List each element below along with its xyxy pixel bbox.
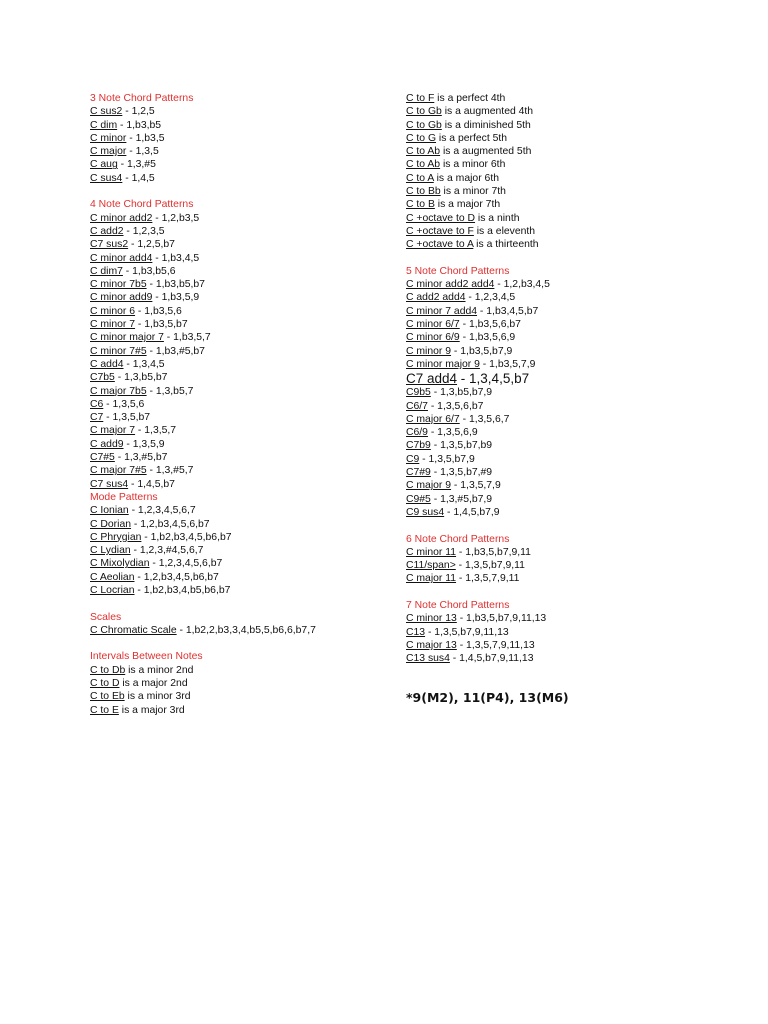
item-link[interactable]: C major 6/7: [406, 413, 460, 425]
item-value: is a major 3rd: [118, 704, 185, 716]
list-item: [406, 626, 746, 639]
item-value: is a minor 2nd: [125, 664, 194, 676]
left-column: [90, 92, 390, 717]
list-item: [90, 212, 390, 225]
item-link[interactable]: C to F: [406, 93, 435, 104]
list-item: [90, 132, 390, 145]
list-item: [406, 238, 746, 251]
list-item: [406, 479, 746, 492]
item-link[interactable]: C dim: [90, 119, 118, 131]
list-item: [90, 172, 390, 185]
item-value: - 1,3,5,b7: [103, 412, 151, 424]
list-item: [90, 305, 390, 318]
item-link[interactable]: C +octave to D: [406, 212, 476, 224]
item-link[interactable]: C6: [90, 398, 104, 410]
item-link[interactable]: C add2: [90, 225, 124, 237]
item-value: - 1,2,b3,4,5: [494, 279, 550, 291]
item-link[interactable]: C9b5: [406, 387, 431, 399]
list-item: [90, 225, 390, 238]
list-item: [90, 345, 390, 358]
list-item: [406, 331, 746, 344]
list-item: [406, 145, 746, 158]
item-value: - 1,b3,5,b7,9: [451, 345, 513, 357]
item-link[interactable]: C minor 13: [406, 613, 457, 625]
item-link[interactable]: C Mixolydian: [90, 558, 150, 570]
item-value: - 1,b3,b5,b7: [146, 279, 205, 291]
item-link[interactable]: C to Db: [90, 664, 126, 676]
item-link[interactable]: C to A: [406, 172, 434, 184]
item-value: is a augmented 5th: [440, 146, 532, 158]
list-item: [90, 584, 390, 597]
item-link[interactable]: C major 11: [406, 573, 457, 585]
item-value: - 1,b3,5,b7,9,11: [456, 546, 531, 558]
item-value: is a major 6th: [433, 172, 499, 184]
item-link[interactable]: C minor add2 add4: [406, 279, 495, 291]
list-item: [90, 571, 390, 584]
list-item: [90, 158, 390, 171]
list-item: [406, 506, 746, 519]
item-value: is a augmented 4th: [441, 106, 534, 118]
item-link[interactable]: C9 sus4: [406, 506, 445, 518]
item-value: is a diminished 5th: [441, 119, 531, 131]
list-item: [90, 518, 390, 531]
section-four-note: [90, 198, 390, 491]
section-heading: 6 Note Chord Patterns: [406, 533, 510, 545]
item-link[interactable]: C to Ab: [406, 159, 441, 171]
list-item: [90, 411, 390, 424]
item-value: - 1,3,#5,b7: [114, 452, 168, 464]
item-value: - 1,4,5,b7: [128, 478, 175, 490]
item-value: - 1,3,b5,b7,9: [430, 387, 493, 399]
section-five-note: [406, 265, 746, 519]
item-link[interactable]: C Ionian: [90, 505, 129, 517]
item-value: is a ninth: [475, 212, 520, 224]
list-item: [406, 198, 746, 211]
section-heading: Scales: [90, 611, 122, 623]
item-value: - 1,3,5,6,9: [427, 427, 478, 439]
list-item: [406, 466, 746, 479]
item-link[interactable]: C7b9: [406, 440, 431, 452]
list-item: [406, 639, 746, 652]
item-link[interactable]: C minor 7 add4: [406, 305, 478, 317]
item-link[interactable]: C minor major 7: [90, 332, 164, 344]
list-item: [406, 291, 746, 304]
list-item: [90, 398, 390, 411]
item-value: - 1,4,5: [122, 172, 155, 184]
list-item: [90, 265, 390, 278]
item-link[interactable]: C minor 11: [406, 546, 457, 558]
item-link[interactable]: C minor 7b5: [90, 279, 147, 291]
list-item: [90, 704, 390, 717]
item-value: is a minor 6th: [440, 159, 506, 171]
item-value: - 1,2,3,4,5,6,7: [128, 505, 196, 517]
item-value: - 1,b2,b3,4,5,b6,b7: [141, 531, 232, 543]
item-value: is a perfect 5th: [436, 132, 508, 144]
item-value: - 1,b3,5: [126, 132, 165, 144]
section-heading: Mode Patterns: [90, 491, 158, 503]
list-item: [90, 624, 390, 637]
item-link[interactable]: C Lydian: [90, 545, 131, 557]
item-link[interactable]: C major 13: [406, 639, 457, 651]
list-item: [406, 119, 746, 132]
item-link[interactable]: C add4: [90, 358, 124, 370]
item-link[interactable]: C major: [90, 146, 127, 158]
list-item: [90, 557, 390, 570]
item-value: - 1,3,5,b7,9: [419, 453, 475, 465]
item-link[interactable]: C7 add4: [406, 371, 458, 387]
item-link[interactable]: C13: [406, 626, 426, 638]
section-intervals-continued: [406, 92, 746, 252]
item-link[interactable]: C minor: [90, 132, 127, 144]
item-link[interactable]: C to Gb: [406, 119, 442, 131]
list-item: [90, 238, 390, 251]
item-link[interactable]: C dim7: [90, 265, 123, 277]
item-value: - 1,3,5: [126, 146, 159, 158]
item-link[interactable]: C minor 6: [90, 305, 136, 317]
list-item: [90, 291, 390, 304]
list-item: [406, 105, 746, 118]
item-link[interactable]: C7#9: [406, 467, 431, 479]
list-item: [406, 371, 746, 386]
list-item: [406, 493, 746, 506]
item-link[interactable]: C to Gb: [406, 106, 442, 118]
section-heading: 5 Note Chord Patterns: [406, 265, 510, 277]
item-link[interactable]: C to Bb: [406, 186, 441, 198]
list-item: [406, 305, 746, 318]
section-three-note: [90, 92, 390, 185]
list-item: [406, 413, 746, 426]
item-link[interactable]: C minor 6/9: [406, 332, 460, 344]
list-item: [90, 318, 390, 331]
item-value: - 1,3,#5,b7,9: [430, 493, 493, 505]
list-item: [406, 559, 746, 572]
list-item: [90, 145, 390, 158]
item-value: is a perfect 4th: [434, 93, 506, 104]
list-item: [406, 158, 746, 171]
section-scales: [90, 611, 390, 638]
list-item: [406, 358, 746, 371]
item-value: - 1,b3,4,5: [152, 252, 200, 264]
item-link[interactable]: C to Eb: [90, 691, 125, 703]
list-item: [90, 464, 390, 477]
item-value: - 1,2,5: [122, 106, 155, 118]
item-link[interactable]: C11/span>: [406, 560, 456, 572]
list-item: [406, 212, 746, 225]
item-value: - 1,3,b5,7: [146, 385, 194, 397]
list-item: [90, 531, 390, 544]
item-link[interactable]: C Locrian: [90, 584, 135, 596]
list-item: [406, 225, 746, 238]
item-value: - 1,b3,5,6,b7: [459, 319, 521, 331]
item-value: - 1,3,5,6,b7: [427, 400, 484, 412]
item-value: - 1,3,b5,b7: [114, 372, 168, 384]
item-link[interactable]: C aug: [90, 159, 118, 171]
section-six-note: [406, 533, 746, 586]
list-item: [406, 132, 746, 145]
item-link[interactable]: C minor add2: [90, 212, 153, 224]
section-heading: 7 Note Chord Patterns: [406, 599, 510, 611]
item-link[interactable]: C7 sus2: [90, 239, 129, 251]
item-link[interactable]: C minor 7: [90, 319, 136, 331]
list-item: [90, 385, 390, 398]
right-column: [406, 92, 746, 705]
spacer: [406, 519, 746, 532]
item-value: - 1,2,b3,4,5,6,b7: [131, 518, 210, 530]
item-value: - 1,b3,5,b7,9,11,13: [456, 613, 547, 625]
item-link[interactable]: C Aeolian: [90, 571, 135, 583]
item-value: - 1,3,5,7,9,11,13: [456, 639, 535, 651]
item-link[interactable]: C minor add4: [90, 252, 153, 264]
item-value: - 1,b3,5,9: [152, 292, 200, 304]
list-item: [90, 424, 390, 437]
item-link[interactable]: C7#5: [90, 452, 115, 464]
list-item: [406, 172, 746, 185]
item-link[interactable]: C to G: [406, 132, 437, 144]
item-value: - 1,b3,5,7: [163, 332, 211, 344]
footnote: *9(M2), 11(P4), 13(M6): [406, 690, 569, 706]
item-link[interactable]: C6/7: [406, 400, 428, 412]
list-item: [406, 386, 746, 399]
section-intervals: [90, 650, 390, 716]
item-value: - 1,2,3,4,5: [465, 292, 516, 304]
item-value: - 1,b3,5,6,9: [459, 332, 516, 344]
item-value: - 1,b3,b5,6: [122, 265, 176, 277]
item-link[interactable]: C minor major 9: [406, 358, 480, 370]
item-link[interactable]: C add2 add4: [406, 292, 466, 304]
list-item: [90, 451, 390, 464]
item-value: - 1,3,#5: [117, 159, 156, 171]
item-link[interactable]: C minor 6/7: [406, 319, 460, 331]
item-value: - 1,2,b3,5: [152, 212, 200, 224]
list-item: [406, 439, 746, 452]
item-link[interactable]: C major 7#5: [90, 465, 147, 477]
item-value: - 1,3,5,6,7: [459, 413, 510, 425]
item-link[interactable]: C13 sus4: [406, 653, 450, 665]
item-link[interactable]: C6/9: [406, 427, 428, 439]
item-link[interactable]: C to E: [90, 704, 119, 716]
item-value: is a minor 7th: [440, 186, 506, 198]
item-value: - 1,3,5,9: [123, 438, 165, 450]
list-item: [90, 690, 390, 703]
item-value: - 1,3,5,b7,#9: [430, 467, 493, 479]
item-value: - 1,b3,#5,b7: [146, 345, 205, 357]
spacer: [90, 597, 390, 610]
item-link[interactable]: C9: [406, 453, 420, 465]
item-value: - 1,3,5,6: [103, 398, 145, 410]
item-value: - 1,3,5,b7,b9: [430, 440, 493, 452]
item-value: - 1,3,4,5,b7: [457, 371, 530, 387]
item-link[interactable]: C Phrygian: [90, 531, 142, 543]
section-modes: [90, 491, 390, 597]
list-item: [406, 278, 746, 291]
item-value: is a eleventh: [473, 225, 536, 237]
item-value: - 1,b2,b3,4,b5,b6,b7: [134, 584, 231, 596]
list-item: [406, 546, 746, 559]
list-item: [406, 572, 746, 585]
list-item: [406, 318, 746, 331]
item-link[interactable]: C major 7b5: [90, 385, 147, 397]
item-link[interactable]: C major 9: [406, 480, 452, 492]
item-link[interactable]: C7b5: [90, 372, 115, 384]
item-link[interactable]: C major 7: [90, 425, 136, 437]
section-heading: 3 Note Chord Patterns: [90, 93, 194, 104]
list-item: [406, 345, 746, 358]
item-link[interactable]: C sus4: [90, 172, 123, 184]
list-item: [406, 652, 746, 665]
item-value: - 1,b3,5,6: [135, 305, 182, 317]
item-link[interactable]: C minor add9: [90, 292, 153, 304]
item-value: - 1,b3,4,5,b7: [477, 305, 539, 317]
item-value: - 1,2,3,5: [123, 225, 165, 237]
list-item: [406, 453, 746, 466]
list-item: [406, 426, 746, 439]
item-value: - 1,4,5,b7,9,11,13: [449, 653, 534, 665]
item-value: is a major 7th: [434, 199, 501, 211]
section-heading: 4 Note Chord Patterns: [90, 199, 194, 211]
list-item: [406, 92, 746, 105]
item-value: - 1,2,3,#4,5,6,7: [130, 545, 204, 557]
list-item: [406, 612, 746, 625]
list-item: [90, 438, 390, 451]
item-value: - 1,2,b3,4,5,b6,b7: [134, 571, 219, 583]
item-value: - 1,3,4,5: [123, 358, 165, 370]
item-value: - 1,b3,b5: [117, 119, 162, 131]
item-link[interactable]: C Dorian: [90, 518, 131, 530]
item-value: is a major 2nd: [119, 678, 188, 690]
list-item: [90, 664, 390, 677]
list-item: [90, 331, 390, 344]
spacer: [406, 586, 746, 599]
item-value: - 1,b2,2,b3,3,4,b5,5,b6,6,b7,7: [176, 624, 316, 636]
list-item: [90, 358, 390, 371]
section-heading: Intervals Between Notes: [90, 651, 203, 663]
spacer: [90, 185, 390, 198]
list-item: [90, 371, 390, 384]
list-item: [406, 185, 746, 198]
section-seven-note: [406, 599, 746, 665]
item-value: - 1,3,5,b7,9,11,13: [425, 626, 509, 638]
list-item: [90, 478, 390, 491]
list-item: [90, 544, 390, 557]
list-item: [406, 400, 746, 413]
item-value: - 1,4,5,b7,9: [444, 506, 500, 518]
item-link[interactable]: C add9: [90, 438, 124, 450]
item-value: - 1,3,5,7,9: [451, 480, 501, 492]
list-item: [90, 119, 390, 132]
item-link[interactable]: C to Ab: [406, 146, 441, 158]
item-link[interactable]: C +octave to A: [406, 239, 474, 251]
item-value: - 1,b3,5,b7: [135, 319, 188, 331]
item-link[interactable]: C sus2: [90, 106, 123, 118]
item-value: is a minor 3rd: [124, 691, 191, 703]
list-item: [90, 252, 390, 265]
spacer: [90, 637, 390, 650]
item-value: - 1,3,5,7,9,11: [456, 573, 520, 585]
spacer: [406, 252, 746, 265]
item-link[interactable]: C7: [90, 412, 104, 424]
list-item: [90, 677, 390, 690]
item-link[interactable]: C9#5: [406, 493, 431, 505]
list-item: [90, 278, 390, 291]
item-value: is a thirteenth: [473, 239, 539, 251]
item-link[interactable]: C +octave to F: [406, 225, 474, 237]
item-link[interactable]: C7 sus4: [90, 478, 129, 490]
item-value: - 1,3,5,7: [135, 425, 177, 437]
item-link[interactable]: C to B: [406, 199, 435, 211]
item-link[interactable]: C minor 9: [406, 345, 452, 357]
item-link[interactable]: C Chromatic Scale: [90, 624, 177, 636]
item-link[interactable]: C minor 7#5: [90, 345, 147, 357]
item-value: - 1,3,#5,7: [146, 465, 194, 477]
list-item: [90, 504, 390, 517]
item-link[interactable]: C to D: [90, 678, 120, 690]
item-value: - 1,b3,5,7,9: [479, 358, 536, 370]
item-value: - 1,2,5,b7: [128, 239, 175, 251]
list-item: [90, 105, 390, 118]
item-value: - 1,2,3,4,5,6,b7: [149, 558, 223, 570]
item-value: - 1,3,5,b7,9,11: [455, 560, 525, 572]
